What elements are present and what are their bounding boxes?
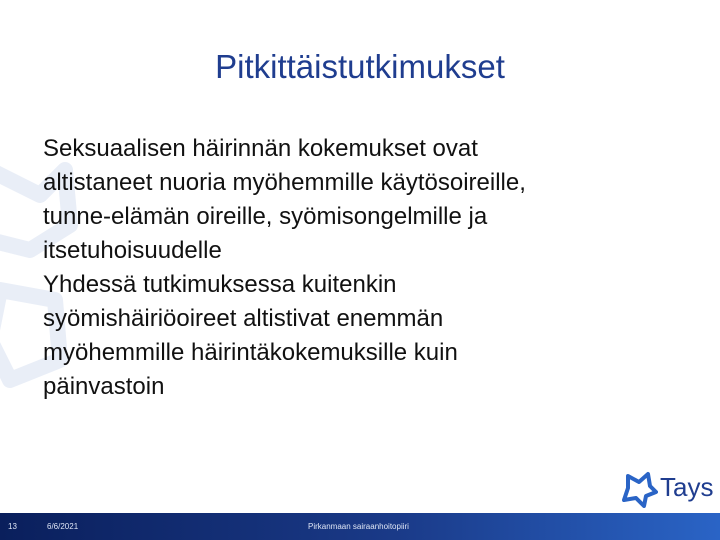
logo-text: Tays	[660, 472, 714, 502]
paragraph-line: myöhemmille häirintäkokemuksille kuin	[43, 339, 458, 366]
footer-organization: Pirkanmaan sairaanhoitopiiri	[308, 522, 409, 531]
paragraph-line: Yhdessä tutkimuksessa kuitenkin	[43, 271, 397, 298]
paragraph-line: itsetuhoisuudelle	[43, 237, 222, 264]
paragraph-line: syömishäiriöoireet altistivat enemmän	[43, 305, 444, 332]
page-number: 13	[8, 522, 17, 531]
paragraph-1	[43, 132, 683, 268]
footer-date: 6/6/2021	[47, 522, 79, 531]
slide-title: Pitkittäistutkimukset	[215, 48, 505, 85]
paragraph-line: altistaneet nuoria myöhemmille käytösoireille,	[43, 169, 526, 196]
footer-bar	[0, 513, 720, 540]
slide-body	[43, 132, 683, 404]
paragraph-2	[43, 268, 683, 404]
paragraph-line: Seksuaalisen häirinnän kokemukset ovat	[43, 135, 478, 162]
paragraph-line: tunne-elämän oireille, syömisongelmille ja	[43, 203, 488, 230]
paragraph-line: päinvastoin	[43, 373, 165, 400]
tays-logo	[620, 470, 712, 514]
tays-star-icon	[620, 470, 658, 508]
